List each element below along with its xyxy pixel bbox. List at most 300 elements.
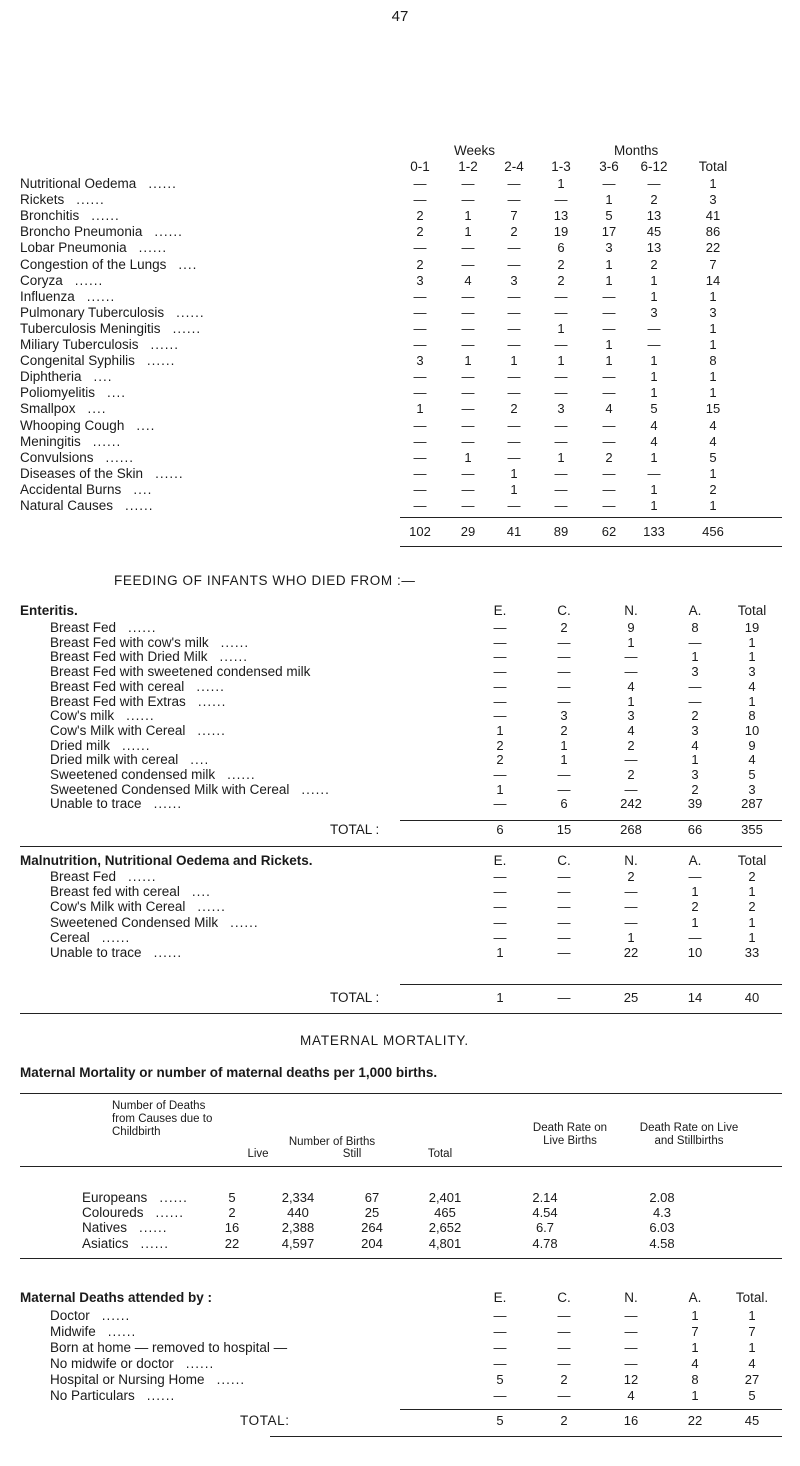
table-cell: 4 [709,433,717,449]
table-cell: 6.03 [649,1220,675,1236]
table-cell: — [493,914,507,930]
table-cell: — [557,678,571,694]
table-cell: 4,597 [281,1235,315,1251]
row-label [20,289,115,304]
row-label [82,1205,184,1220]
table-cell: — [507,240,521,256]
table-cell: — [557,884,571,900]
table-cell: — [413,449,427,465]
table-cell: 8 [691,620,699,635]
row-label-text: Pulmonary Tuberculosis [20,304,165,320]
table-cell: — [507,385,521,401]
row-label [20,450,134,465]
table-cell: — [413,304,427,320]
row-label [20,353,175,368]
table-cell: 5 [496,1372,504,1387]
table-cell: 41 [705,208,721,224]
table-cell: — [602,465,616,481]
table-cell: — [602,176,616,191]
table-cell: — [624,664,638,680]
table-cell: — [461,337,475,352]
column-header: N. [624,603,638,618]
row-label-leader: ...... [159,1190,188,1205]
table-cell: 5 [709,449,717,465]
table-cell: 19 [744,620,760,635]
table-cell: — [557,1324,571,1339]
table-cell: — [493,1356,507,1371]
table-cell: 1 [650,498,658,513]
table-cell: — [461,288,475,304]
table-cell: 3 [748,664,756,680]
table-cell: 2.08 [649,1190,675,1205]
total-cell: 6 [496,822,504,837]
table-cell: — [554,288,568,304]
enteritis-total-label: TOTAL : [330,822,380,837]
table-cell: 10 [744,722,760,738]
column-header: 6-12 [640,159,668,174]
row-label [50,738,151,753]
column-header: 0-1 [410,159,430,174]
table-cell: — [493,767,507,782]
row-label [20,176,177,191]
maternal-top-rule [20,1093,782,1094]
table-cell: — [554,417,568,433]
row-label [50,767,256,782]
row-label-text: Natural Causes [20,498,114,513]
table-cell: — [557,649,571,665]
table-cell: 1 [748,693,756,709]
column-header: 1-2 [458,159,478,174]
table-cell: — [624,752,638,768]
table-cell: 1 [709,465,717,481]
row-label-leader: ...... [138,240,168,256]
table-cell: 2 [560,620,568,635]
row-label-leader: ...... [107,1324,137,1339]
row-label-text: Sweetened Condensed Milk [50,914,219,930]
table-cell: 3 [510,272,518,288]
table-cell: — [493,1340,507,1355]
row-label-leader: ...... [125,498,154,513]
table-cell: — [413,498,427,513]
table-cell: — [507,449,521,465]
table-cell: 2 [627,767,635,782]
table-cell: 2 [496,752,504,768]
total-cell: 456 [702,524,724,539]
table-cell: 4 [605,401,613,417]
row-label [50,708,155,723]
table-cell: — [557,869,571,884]
table-cell: — [413,369,427,385]
total-cell: 41 [506,524,522,539]
row-label-leader: ...... [76,192,105,208]
row-label-text: Cereal [50,929,90,945]
row-label-leader: ...... [126,708,155,724]
table-cell: — [493,634,507,650]
row-label [50,1372,245,1387]
table-cell: — [507,417,521,433]
table-cell: 1 [627,634,635,650]
table-cell: 4 [627,678,635,694]
column-header: 2-4 [504,159,524,174]
table-cell: 1 [650,353,658,369]
table-cell: 4 [627,722,635,738]
row-label-text: Coloureds [82,1205,144,1221]
table-cell: 1 [605,272,613,288]
row-label-text: Congenital Syphilis [20,353,135,369]
table-cell: 4.78 [532,1235,558,1251]
table-cell: — [413,465,427,481]
table-cell: 1 [748,914,756,930]
total-cell: 89 [553,524,569,539]
table-cell: 12 [623,1372,639,1387]
table-cell: — [602,369,616,385]
table-cell: 1 [709,320,717,336]
column-header: Total [737,853,767,868]
row-label-text: Asiatics [82,1235,129,1251]
still-header: Still [342,1148,362,1160]
total-cell: 2 [560,1413,568,1428]
feeding-title: FEEDING OF INFANTS WHO DIED FROM :— [114,573,416,588]
row-label [50,899,226,914]
table-cell: 25 [364,1205,380,1221]
row-label-leader: ...... [74,272,104,288]
total-header: Total [427,1148,453,1160]
table-cell: — [602,288,616,304]
table-cell: — [413,481,427,497]
table-cell: — [461,256,475,272]
column-header: C. [557,1290,571,1305]
row-label-text: Diphtheria [20,369,82,385]
row-label-leader: ...... [301,781,330,797]
table-cell: — [461,240,475,256]
table-cell: — [461,498,475,513]
malnutrition-total-label: TOTAL : [330,990,380,1005]
table-cell: — [624,884,638,900]
total-cell: 66 [687,822,703,837]
row-label-leader: .... [93,369,113,385]
table-cell: — [557,1388,571,1403]
row-label-text: Sweetened Condensed Milk with Cereal [50,781,290,797]
row-label [20,482,152,497]
column-header: Total [698,159,728,174]
row-label [50,1388,175,1403]
table-cell: — [493,649,507,665]
total-cell: 22 [687,1413,703,1428]
row-label-text: Breast Fed with cereal [50,678,185,694]
row-label-leader: ...... [91,208,120,224]
row-label-text: Lobar Pneumonia [20,240,127,256]
row-label-text: Bronchitis [20,208,80,224]
table-cell: 440 [287,1205,309,1221]
row-label-leader: .... [133,481,153,497]
row-label-text: Miliary Tuberculosis [20,337,139,352]
table-cell: 204 [361,1235,383,1251]
table-cell: — [554,337,568,352]
row-label-leader: ...... [128,869,157,884]
row-label [20,208,120,223]
table-cell: 1 [709,369,717,385]
total-cell: 268 [620,822,642,837]
row-label-leader: ...... [172,320,202,336]
row-label [20,273,103,288]
table-cell: — [557,693,571,709]
table-cell: 2 [748,869,756,884]
table-cell: — [647,337,661,352]
table-cell: 3 [691,664,699,680]
table-cell: 2 [557,256,565,272]
table-cell: — [507,369,521,385]
row-label-leader: ...... [128,620,157,635]
table-cell: — [624,1356,638,1371]
live-header: Live [247,1148,269,1160]
row-label-text: Rickets [20,192,65,208]
row-label-leader: ...... [219,649,249,665]
row-label [50,1324,136,1339]
table-cell: 2 [496,737,504,753]
malnutrition-bottom-rule [20,1013,782,1014]
table-cell: 7 [691,1324,699,1339]
row-label-text: Sweetened condensed milk [50,767,216,782]
table-cell: — [557,781,571,797]
table-cell: 1 [691,1308,699,1323]
total-cell: 62 [601,524,617,539]
table-cell: 4 [748,752,756,768]
total-cell: 29 [460,524,476,539]
table-cell: — [413,320,427,336]
row-label [50,869,157,884]
row-label [82,1220,168,1235]
row-label-text: Unable to trace [50,796,142,812]
table-cell: 4,801 [428,1235,462,1251]
table-cell: 1 [691,884,699,900]
row-label-leader: ...... [101,929,131,945]
table-cell: 2 [650,256,658,272]
table-cell: 1 [691,752,699,768]
total-cell: 102 [409,524,431,539]
row-label-leader: ...... [227,767,256,782]
table-cell: — [493,620,507,635]
table-cell: — [647,465,661,481]
table-cell: — [624,781,638,797]
row-label-text: Cow's milk [50,708,115,724]
maternal-subtitle: Maternal Mortality or number of maternal deaths per 1,000 births. [20,1065,438,1080]
attended-total-rule [400,1409,782,1410]
row-label-leader: ...... [154,224,183,240]
table-cell: 2 [709,481,717,497]
table-cell: 3 [416,272,424,288]
row-label [50,915,259,930]
row-label-text: Broncho Pneumonia [20,224,143,240]
table-cell: 2 [605,449,613,465]
row-label [50,752,209,767]
table-cell: 3 [709,192,717,208]
maternal-header-rule [20,1166,782,1167]
row-label-text: No midwife or doctor [50,1356,174,1371]
row-label [50,649,248,664]
row-label-text: Accidental Burns [20,481,122,497]
table-cell: 2,652 [428,1220,462,1236]
table-cell: — [602,498,616,513]
table-cell: 1 [650,288,658,304]
table-cell: 14 [705,272,721,288]
table-cell: 2 [416,208,424,224]
table-cell: 4.54 [532,1205,558,1221]
table-cell: 67 [364,1190,380,1205]
enteritis-bottom-rule [20,846,782,847]
row-label [20,385,126,400]
table-cell: — [507,256,521,272]
table-cell: — [493,664,507,680]
row-label-leader: ...... [196,678,225,694]
row-label [50,782,330,797]
column-header: C. [557,603,571,618]
table-cell: — [461,401,475,417]
table-cell: 7 [510,208,518,224]
table-cell: 1 [496,781,504,797]
table-cell: 1 [464,353,472,369]
table-cell: 13 [553,208,569,224]
row-label-text: Europeans [82,1190,148,1205]
table-cell: 5 [228,1190,236,1205]
table-cell: — [688,634,702,650]
table-cell: 2 [650,192,658,208]
table-cell: 1 [496,722,504,738]
table-cell: — [507,320,521,336]
row-label [82,1236,169,1251]
table-cell: — [624,1340,638,1355]
table-cell: — [461,465,475,481]
table-cell: — [507,498,521,513]
table-cell: — [413,433,427,449]
row-label [20,305,205,320]
table-cell: — [413,240,427,256]
table-cell: — [688,678,702,694]
table-cell: 6 [560,796,568,812]
total-cell: 25 [623,990,639,1005]
table-cell: — [493,884,507,900]
row-label-leader: ...... [122,737,151,753]
malnutrition-heading: Malnutrition, Nutritional Oedema and Rickets. [20,853,313,868]
table-cell: 3 [691,767,699,782]
row-label [50,679,225,694]
table-cell: — [647,320,661,336]
row-label-text: Doctor [50,1308,90,1323]
row-label [50,1356,214,1371]
table-cell: — [554,481,568,497]
table-cell: 2,334 [281,1190,315,1205]
table-cell: 2 [627,737,635,753]
table-cell: — [493,929,507,945]
table-cell: 1 [560,752,568,768]
rate-live-still-header: Death Rate on Live and Stillbirths [639,1122,739,1147]
table-cell: 1 [464,224,472,240]
malnutrition-total-rule [400,984,782,985]
rate-live-header: Death Rate on Live Births [532,1122,608,1147]
row-label-text: Born at home — removed to hospital — [50,1340,288,1355]
table-cell: 1 [748,634,756,650]
row-label [50,884,211,899]
table-cell: 1 [557,176,565,191]
table-cell: 2 [627,869,635,884]
table-cell: — [493,1324,507,1339]
row-label-leader: .... [87,401,107,417]
table-cell: — [413,385,427,401]
row-label-leader: .... [191,884,211,900]
row-label-text: Unable to trace [50,945,142,960]
row-label-leader: ...... [216,1372,246,1387]
table-cell: 4.58 [649,1235,675,1251]
table-cell: — [557,914,571,930]
table-cell: 1 [557,449,565,465]
table-cell: 2 [691,708,699,724]
total-cell: 5 [496,1413,504,1428]
column-header: A. [688,853,702,868]
table-cell: 3 [709,304,717,320]
row-label-text: Whooping Cough [20,417,125,433]
table-cell: — [507,176,521,191]
row-label-text: Breast Fed with cow's milk [50,634,209,650]
row-label-text: Breast fed with cereal [50,884,180,900]
table-cell: 1 [748,884,756,900]
table-cell: — [557,1340,571,1355]
table-cell: 2.14 [532,1190,558,1205]
table-cell: — [557,767,571,782]
maternal-title: MATERNAL MORTALITY. [300,1033,469,1048]
table-cell: — [688,693,702,709]
table-cell: 17 [601,224,617,240]
total-cell: 355 [741,822,763,837]
total-cell: 133 [643,524,665,539]
table-cell: 1 [650,385,658,401]
table-cell: 27 [744,1372,760,1387]
row-label-leader: ...... [92,433,122,449]
row-label-text: No Particulars [50,1388,135,1403]
table-cell: — [554,433,568,449]
total-cell: 15 [556,822,572,837]
column-header: E. [493,603,507,618]
row-label [50,930,130,945]
row-label-leader: ...... [197,899,226,915]
row-label-leader: ...... [139,1220,168,1236]
row-label-leader: ...... [230,914,259,930]
table-cell: 1 [510,481,518,497]
table-cell: — [557,1308,571,1323]
row-label [20,498,154,513]
table-cell: 1 [748,1308,756,1323]
table-cell: — [557,634,571,650]
row-label-text: Coryza [20,272,63,288]
column-header: N. [624,1290,638,1305]
table-cell: — [507,288,521,304]
row-label [20,192,105,207]
table-cell: 7 [709,256,717,272]
table-cell: 33 [744,945,760,960]
table-cell: 4 [748,678,756,694]
row-label-text: Dried milk with cereal [50,752,179,768]
months-group-header: Months [614,143,659,158]
table-cell: 1 [650,449,658,465]
table-cell: 4.3 [652,1205,672,1221]
table-cell: 8 [691,1372,699,1387]
row-label [50,694,226,709]
table-cell: 1 [650,481,658,497]
table-cell: — [507,304,521,320]
row-label-leader: ...... [101,1308,131,1323]
table-cell: — [557,664,571,680]
table-cell: — [493,796,507,812]
table-cell: 1 [557,320,565,336]
attended-bottom-rule [270,1436,782,1437]
